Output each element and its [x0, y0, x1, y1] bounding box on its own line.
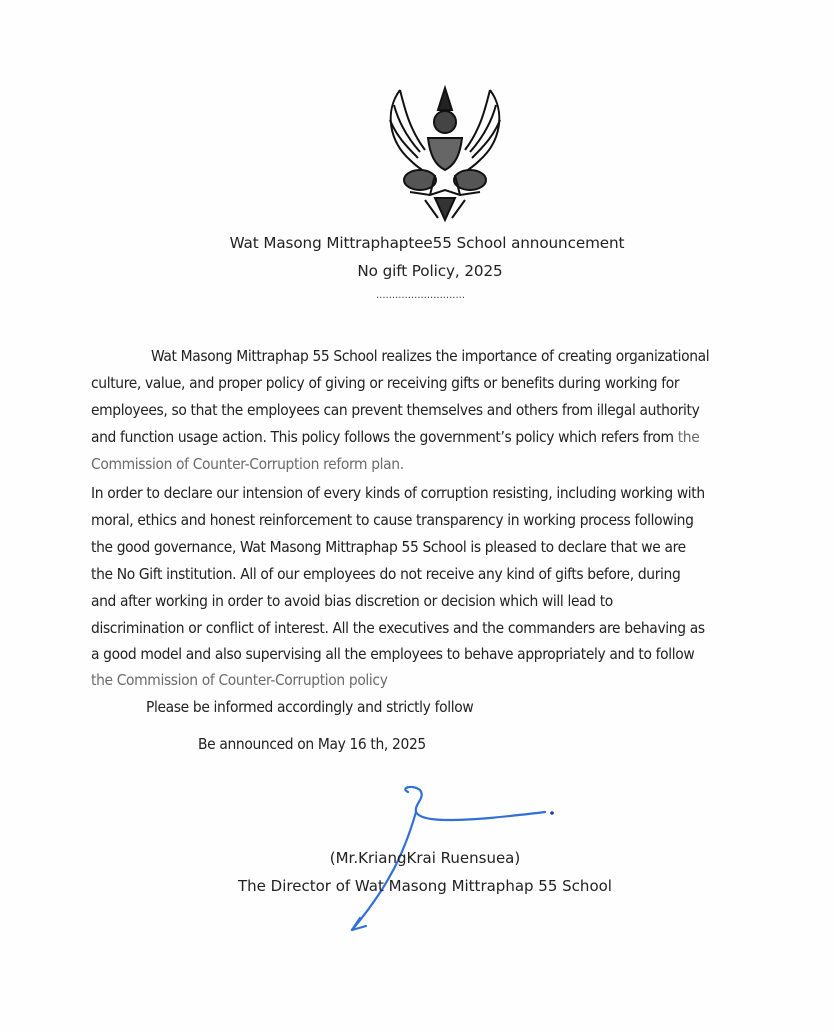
- closing-statement: Please be informed accordingly and strictly follow: [146, 698, 474, 716]
- body-line: culture, value, and proper policy of giving or receiving gifts or benefits during working for: [91, 374, 680, 392]
- commission-reference: the Commission of Counter-Corruption policy: [91, 671, 388, 689]
- body-line: employees, so that the employees can prevent themselves and others from illegal authority: [91, 401, 700, 419]
- signer-name: (Mr.KriangKrai Ruensuea): [329, 849, 521, 867]
- body-line: a good model and also supervising all the employees to behave appropriately and to follow: [91, 645, 695, 663]
- body-line: and after working in order to avoid bias discretion or decision which will lead to: [91, 592, 613, 610]
- body-line: the No Gift institution. All of our employees do not receive any kind of gifts before, during: [91, 565, 681, 583]
- body-line: discrimination or conflict of interest. All the executives and the commanders are behaving as: [91, 619, 705, 637]
- title-separator: ............................: [376, 290, 466, 301]
- announcement-date: Be announced on May 16 th, 2025: [198, 735, 426, 753]
- body-line: moral, ethics and honest reinforcement to cause transparency in working process following: [91, 511, 694, 529]
- announcement-subtitle: No gift Policy, 2025: [357, 262, 503, 280]
- announcement-title: Wat Masong Mittraphaptee55 School announcement: [229, 234, 625, 252]
- commission-reference: Commission of Counter-Corruption reform plan.: [91, 455, 404, 473]
- commission-reference: the: [677, 428, 700, 446]
- body-text: and function usage action. This policy follows the government’s policy which refers from: [91, 428, 678, 446]
- signer-title: The Director of Wat Masong Mittraphap 55 School: [238, 877, 612, 895]
- body-line: In order to declare our intension of every kinds of corruption resisting, including working with: [91, 484, 705, 502]
- body-line: [91, 428, 699, 446]
- garuda-emblem-icon: [380, 80, 510, 225]
- body-line: the good governance, Wat Masong Mittraphap 55 School is pleased to declare that we are: [91, 538, 686, 556]
- body-line: Wat Masong Mittraphap 55 School realizes the importance of creating organizational: [151, 347, 710, 365]
